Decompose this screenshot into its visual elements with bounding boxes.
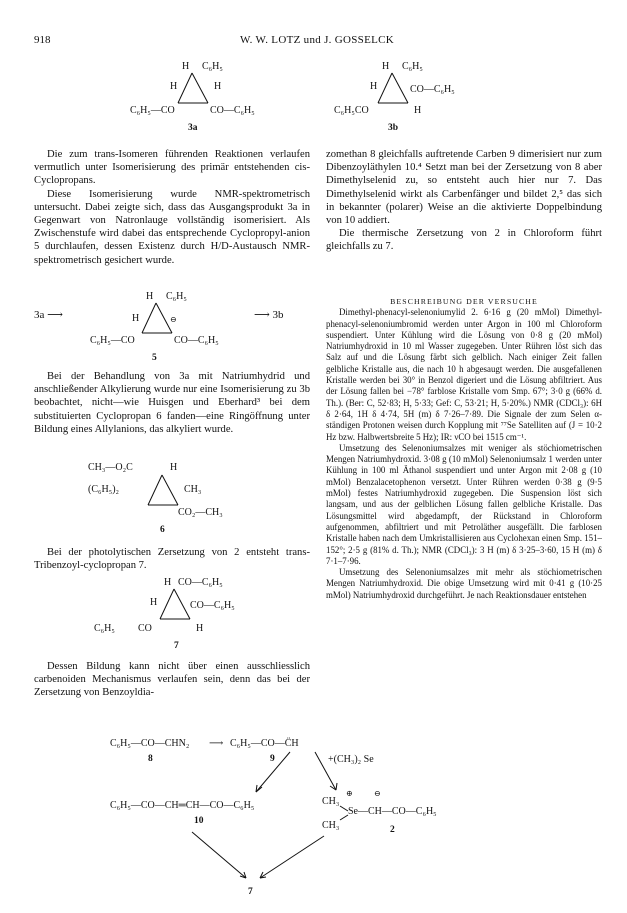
reaction-scheme [90,732,520,902]
s6-bond [148,475,162,505]
right-column-experimental [326,296,602,601]
scheme-arrow-10-7 [192,832,246,878]
scheme-ylide-se: Se—CH—CO—C₆H₅ [348,806,437,817]
s6-h: H [170,462,178,473]
left-column-middle [34,370,310,436]
s7-h-right: H [196,623,204,634]
s3b-bond [378,73,392,103]
left-paragraph-2: Diese Isomerisierung wurde NMR-spektrometrisch untersucht. Dabei zeigte sich, dass das Ausgangsprodukt 3a in Gegenwart von Natronlauge vollständig isomerisiert. Als Zwischenstufe wird dabei das entsprechende Cyclopropyl-anion 5 durchlaufen, dessen Existenz durch H/D-Austausch NMR-spektrometrisch gesichert wurde. [34,188,310,266]
right-column-top [326,148,602,254]
s3b-h-left: H [370,81,378,92]
s3b-ph-top: C₆H₅ [402,61,423,72]
s3a-ph-top: C₆H₅ [202,61,223,72]
running-head: W. W. LOTZ und J. GOSSELCK [239,34,395,46]
s6-me: CH₃ [184,484,202,495]
s7-bond [160,589,174,619]
s3b-right-sub: CO—C₆H₅ [410,84,455,95]
scheme-reagent: +(CH₃)₂ Se [328,754,374,765]
left-column-top [34,148,310,267]
s5-charge: ⊖ [170,315,177,324]
scheme-arrow-2-7 [260,836,324,878]
s3a-label: 3a [188,123,198,133]
scheme-label-8: 8 [148,754,153,764]
structure-3a [130,58,270,136]
s7-ph-left: C₆H₅ [94,623,115,634]
structure-7 [94,574,264,654]
scheme-bond [340,815,348,820]
scheme-arrow1: ⟶ [209,738,224,749]
section-title: BESCHREIBUNG DER VERSUCHE [390,297,538,306]
s7-bz-right: CO—C₆H₅ [190,600,235,611]
s7-bond [174,589,190,619]
s3a-h-right: H [214,81,222,92]
s5-ph-top: C₆H₅ [166,291,187,302]
s7-label: 7 [174,641,179,651]
s5-right-sub: CO—C₆H₅ [174,335,219,346]
s3a-right-sub: CO—C₆H₅ [210,105,255,116]
s5-bond [142,303,156,333]
s5-h-top: H [146,291,154,302]
scheme-ylide-me1: CH₃ [322,796,340,807]
scheme-label-10: 10 [194,816,204,826]
s7-co-left: CO [138,623,152,634]
scheme-r10: C₆H₅—CO—CH═CH—CO—C₆H₅ [110,800,255,811]
right-paragraph-2: Die thermische Zersetzung von 2 in Chloroform führt gleichfalls zu 7. [326,228,602,253]
scheme-r9: C₆H₅—CO—C̈H [230,738,299,749]
s5-label: 5 [152,353,157,363]
scheme-ylide-plus: ⊕ [346,789,353,798]
s3b-h-right: H [414,105,422,116]
scheme-ylide-me2: CH₃ [322,820,340,831]
reaction-from: 3a ⟶ [34,309,63,321]
page-header [34,34,600,50]
scheme-bond [340,806,348,811]
s6-bond [162,475,178,505]
s3b-h-top: H [382,61,390,72]
s5-h-left: H [132,313,140,324]
s3b-bond [392,73,408,103]
scheme-ylide-minus: ⊖ [374,789,381,798]
s6-ph2: (C₆H₅)₂ [88,484,120,495]
scheme-label-9: 9 [270,754,275,764]
structure-3b [330,58,470,136]
left-paragraph-1: Die zum trans-Isomeren führenden Reaktionen verlaufen vermutlich unter Isomerisierung des primär entstehenden cis-Cyclopropans. [34,149,310,187]
left-paragraph-3: Bei der Behandlung von 3a mit Natriumhydrid und anschließender Alkylierung wurde nur eine Isomerisierung zu 3b beobachtet, nicht—wie Huisgen und Eberhard³ bei dem substituierten Cyclopropan 6 fanden—eine Ringöffnung unter Bildung eines Allylanions, das alkyliert wurde. [34,371,310,435]
s7-bz-top: CO—C₆H₅ [178,577,223,588]
s3a-left-sub: C₆H₅—CO [130,105,175,116]
s5-left-sub: C₆H₅—CO [90,335,135,346]
scheme-label-7: 7 [248,887,253,897]
structure-5 [90,288,240,366]
s6-label: 6 [160,525,165,535]
right-paragraph-4: Umsetzung des Selenoniumsalzes mit weniger als stöchiometrischen Mengen Natriumhydroxid. 3·08 g (10 mMol) Selenoniumsalz 1 werden unter Kühlung in 100 ml Äthanol suspendiert und unter Argon mit 2·08 g (10 mMol) Benzalacetophenon versetzt. Unter Rühren werden 0·38 g (9·5 mMol) festes Natriumhydroxid zugegeben. Die Suspension löst sich langsam, und aus der gelblichen Lösung fallen gelbliche Kristalle. Das Lösungsmittel wird abgedampft, der Rückstand in Chloroform aufgenommen, abfiltriert und mit Petroläther ausgefällt. Die farblosen Kristalle haben nach dem Umkristallisieren aus Cyclohexan einen Smp. 151–152°; 2·5 g (81% d. Th.); NMR (CDCl₃): 3 H (m) δ 3·25–3·60, 15 H (m) δ 7·1–7·96. [326,442,602,566]
s6-ester: CH₃—O₂C [88,462,133,473]
s6-ester2: CO₂—CH₃ [178,507,223,518]
s3b-label: 3b [388,123,399,133]
s7-h-left: H [150,597,158,608]
left-column-bottom [34,660,310,700]
scheme-label-2: 2 [390,825,395,835]
structure-6 [78,458,248,538]
scheme-r8: C₆H₅—CO—CHN₂ [110,738,190,749]
right-paragraph-3: Dimethyl-phenacyl-selenoniumylid 2. 6·16 g (20 mMol) Dimethyl-phenacyl-selenoniumbromid werden unter Argon in 100 ml Chloroform suspendiert. Unter Kühlung wird die Lösung von 0·8 g (20 mMol) Natriumhydroxid in 10 ml Wasser zugegeben. Unter Rühren löst sich das Salz auf und die Lösung färbt sich gelblich. Nach einiger Zeit fallen gelbliche Kristalle aus, die nach 10 h abgesaugt werden. Die ausgefallenen Kristalle werden bei 30° in Benzol digeriert und die Lösung abfiltriert. Aus der Lösung fallen bei −78° farblose Kristalle vom Smp. 67°; 3·0 g (66% d. Th.). (Ber: C, 52·83; H, 5·33; Gef: C, 53·21; H, 5·20%.) NMR (CDCl₃): 6H δ 2·64, 1H δ 4·74, 5H (m) δ 7·26–7·89. Die Signale der zum Selen α-ständigen Protonen weisen durch Kopplung mit ⁷⁷Se Satelliten auf (J = 10·2 Hz bzw. Halbwertsbreite 5 Hz); IR: νCO bei 1515 cm⁻¹. [326,307,602,442]
s3a-bond [192,73,208,103]
s7-h-top: H [164,577,172,588]
s3a-bond [178,73,192,103]
s3a-h-top: H [182,61,190,72]
right-paragraph-5: Umsetzung des Selenoniumsalzes mit mehr als stöchiometrischen Mengen Natriumhydroxid. Die obige Umsetzung wird mit 0·41 g (10·25 mMol) Natriumhydroxid durchgeführt. Je nach Reaktionsdauer entstehen [326,567,602,600]
left-paragraph-5: Dessen Bildung kann nicht über einen ausschliesslich carbenoiden Mechanismus verlaufen sein, denn das bei der Zersetzung von Benzoyldia- [34,661,310,699]
page-number: 918 [34,34,51,46]
left-paragraph-4: Bei der photolytischen Zersetzung von 2 entsteht trans-Tribenzoyl-cyclopropan 7. [34,547,310,572]
s3a-h-left: H [170,81,178,92]
s3b-left-sub: C₆H₅CO [334,105,369,116]
right-paragraph-1: zomethan 8 gleichfalls auftretende Carben 9 dimerisiert nur zum Dibenzoyläthylen 10.⁴ Setzt man bei der Zersetzung von 8 aber Dimethylselenid zu, so entsteht auch hier nur 7. Das Dimethylselenid wirkt als Carbenfänger und bildet 2,⁵ das sich in bekannter (polarer) Weise an die aktivierte Doppelbindung von 10 addiert. [326,149,602,227]
left-column-lower [34,546,310,572]
reaction-to: ⟶ 3b [254,309,284,321]
